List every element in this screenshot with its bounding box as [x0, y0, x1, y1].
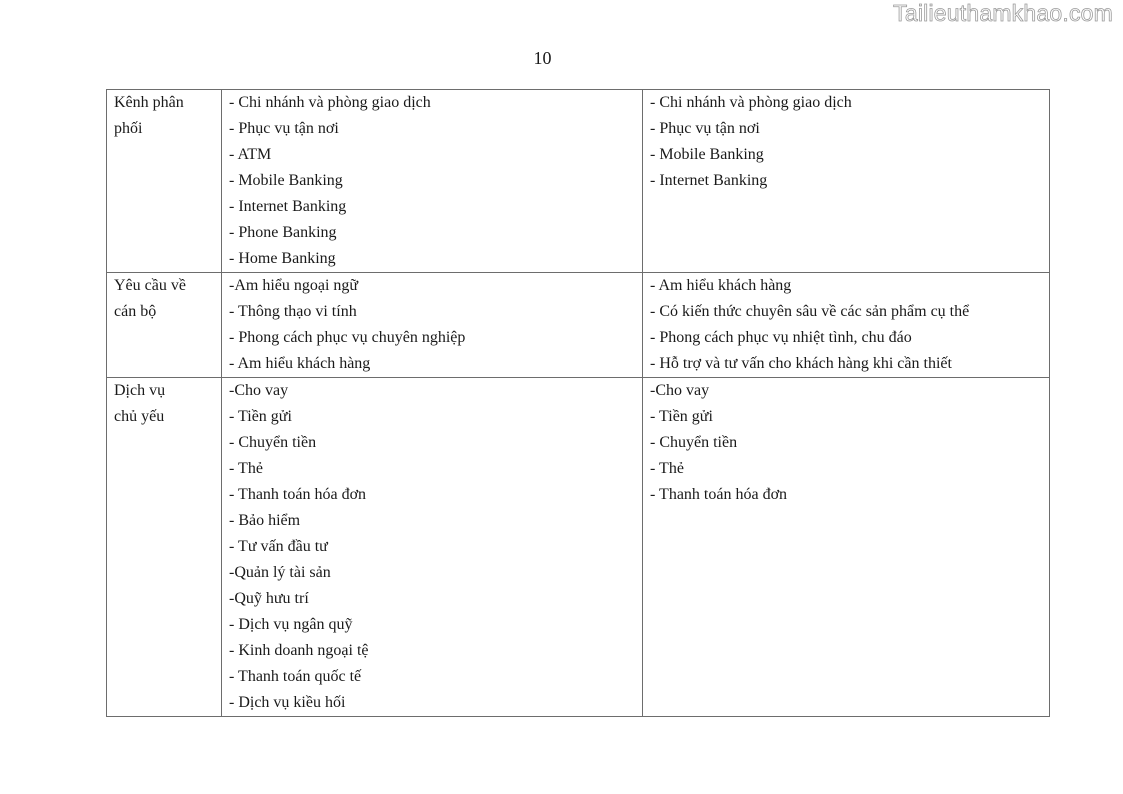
cell-text-line: Dịch vụ — [114, 382, 166, 399]
cell-text-line: - Phục vụ tận nơi — [229, 120, 339, 137]
cell-text-line: Yêu cầu về — [114, 277, 186, 294]
cell-text-line: Kênh phân — [114, 94, 184, 111]
cell-text-line: - Thẻ — [229, 460, 263, 477]
cell-text-line: - Home Banking — [229, 250, 336, 267]
cell-text-line: - Internet Banking — [229, 198, 347, 215]
column-1-cell — [222, 90, 643, 273]
cell-text-line: - Dịch vụ kiều hối — [229, 694, 346, 711]
cell-text-line: - Phong cách phục vụ chuyên nghiệp — [229, 329, 466, 346]
cell-text-line: - Phục vụ tận nơi — [650, 120, 760, 137]
cell-text-line: - Am hiểu khách hàng — [229, 355, 371, 372]
cell-text-line: - Chuyển tiền — [229, 434, 317, 451]
cell-text-line: - Bảo hiểm — [229, 512, 301, 529]
cell-text-line: cán bộ — [114, 303, 157, 320]
watermark: Tailieuthamkhao.com — [893, 0, 1113, 26]
cell-text-line: - Thẻ — [650, 460, 684, 477]
cell-text-line: -Quỹ hưu trí — [229, 590, 309, 607]
page-number: 10 — [533, 48, 552, 68]
cell-text-line: - Phone Banking — [229, 224, 337, 241]
column-1-cell — [222, 378, 643, 717]
cell-text-line: - Có kiến thức chuyên sâu về các sản phẩm cụ thể — [650, 303, 970, 320]
cell-text-line: - Kinh doanh ngoại tệ — [229, 642, 369, 659]
cell-text-line: - Thanh toán hóa đơn — [229, 486, 367, 503]
column-2-cell — [643, 378, 1050, 717]
column-2-cell — [643, 90, 1050, 273]
cell-text-line: - Chuyển tiền — [650, 434, 738, 451]
cell-text-line: - Internet Banking — [650, 172, 768, 189]
cell-text-line: - Tiền gửi — [650, 408, 713, 425]
cell-text-line: - Mobile Banking — [229, 172, 343, 189]
cell-text-line: - Phong cách phục vụ nhiệt tình, chu đáo — [650, 329, 912, 346]
cell-text-line: -Cho vay — [229, 382, 289, 399]
cell-text-line: -Cho vay — [650, 382, 710, 399]
cell-text-line: - ATM — [229, 146, 272, 163]
cell-text-line: - Dịch vụ ngân quỹ — [229, 616, 353, 633]
comparison-table — [106, 89, 1050, 717]
cell-text-line: - Thông thạo vi tính — [229, 303, 357, 320]
cell-text-line: -Am hiểu ngoại ngữ — [229, 277, 359, 294]
cell-text-line: - Hỗ trợ và tư vấn cho khách hàng khi cần thiết — [650, 355, 952, 372]
cell-text-line: chủ yếu — [114, 408, 165, 425]
row-label-cell — [107, 273, 222, 378]
table-row-distribution-channels — [107, 90, 1050, 273]
cell-text-line: - Chi nhánh và phòng giao dịch — [650, 94, 852, 111]
column-1-cell — [222, 273, 643, 378]
cell-text-line: - Tiền gửi — [229, 408, 292, 425]
cell-text-line: - Thanh toán quốc tế — [229, 668, 362, 685]
cell-text-line: phối — [114, 120, 143, 137]
row-label-cell — [107, 90, 222, 273]
cell-text-line: - Thanh toán hóa đơn — [650, 486, 788, 503]
cell-text-line: -Quản lý tài sản — [229, 564, 331, 581]
cell-text-line: - Mobile Banking — [650, 146, 764, 163]
row-label-cell — [107, 378, 222, 717]
cell-text-line: - Tư vấn đầu tư — [229, 538, 328, 555]
cell-text-line: - Am hiểu khách hàng — [650, 277, 792, 294]
cell-text-line: - Chi nhánh và phòng giao dịch — [229, 94, 431, 111]
table-row-staff-requirements — [107, 273, 1050, 378]
column-2-cell — [643, 273, 1050, 378]
table-row-main-services — [107, 378, 1050, 717]
